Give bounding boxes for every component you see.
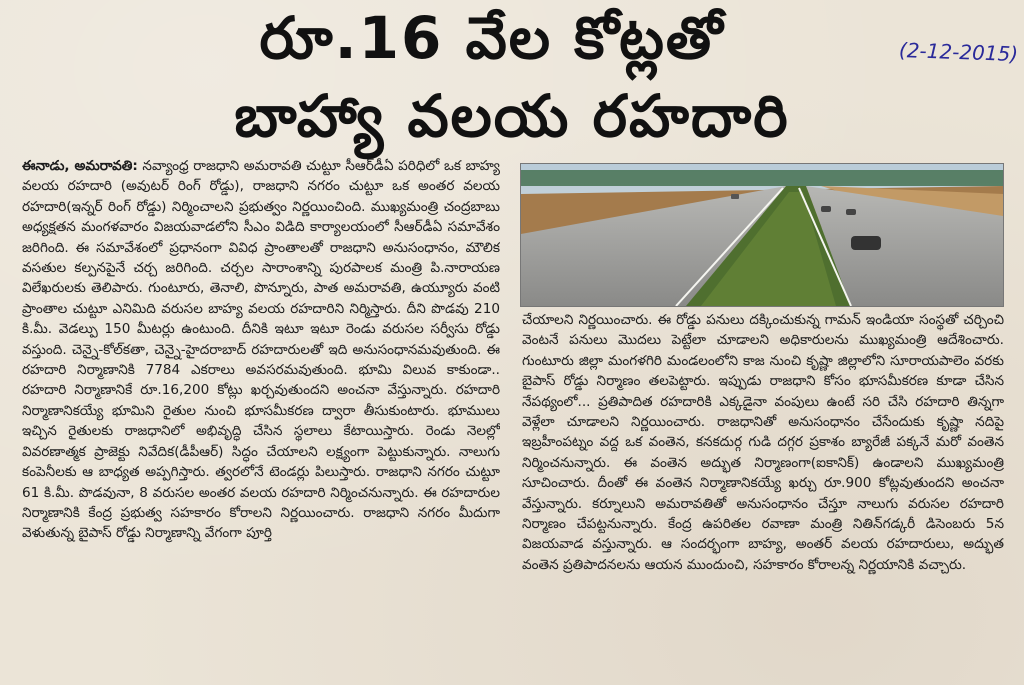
article-body-right: చేయాలని నిర్ణయించారు. ఈ రోడ్డు పనులు దక్కించుకున్న గామన్ ఇండియా సంస్థతో చర్చించి వెంటనే పనులు మొదలు పెట్టేలా చూడాలని అధికారులను ముఖ్యమంత్రి ఆదేశించారు. గుంటూరు జిల్లా మంగళగిరి మండలంలోని కాజ నుంచి కృష్ణా జిల్లాలోని సూరాయపాలెం వరకు బైపాస్ రోడ్డు నిర్మాణం తలపెట్టారు. ఇప్పుడు రాజధాని కోసం భూసమీకరణ కూడా చేసిన నేపథ్యంలో... ప్రతిపాదిత రహదారికి ఎక్కడైనా వంపులు ఉంటే సరి చేసి రహదారి తిన్నగా వెళ్లేలా చూడాలని నిర్ణయించారు. రాజధానితో అనుసంధానం చేసేందుకు కృష్ణా నదిపై ఇబ్రహీంపట్నం వద్ద ఒక వంతెన, కనకదుర్గ గుడి దగ్గర ప్రకాశం బ్యారేజీ పక్కనే మరో వంతెన నిర్మించనున్నారు. ఈ వంతెన అద్భుత నిర్మాణంగా(ఐకానిక్) ఉండాలని ముఖ్యమంత్రి సూచించారు. దీంతో ఈ వంతెన నిర్మాణానికయ్యే ఖర్చు రూ.900 కోట్లవుతుందని అంచనా వేస్తున్నారు. కర్నూలుని అమరావతితో అనుసంధానం చేస్తూ నాలుగు వరుసల రహదారి నిర్మాణం చేపట్టనున్నారు. కేంద్ర ఉపరితల రవాణా మంత్రి నితిన్‌గడ్కరీ డిసెంబరు 5న విజయవాడ వస్తున్నారు. ఆ సందర్భంగా బాహ్య, అంతర్ వలయ రహదారులు, అద్భుత వంతెన ప్రతిపాదనలను ఆయన ముందుంచి, సహకారం కోరాలన్న నిర్ణయానికి వచ్చారు. bbox=[522, 312, 1004, 573]
article-body-left: నవ్యాంధ్ర రాజధాని అమరావతి చుట్టూ సీఆర్‌డీఏ పరిధిలో ఒక బాహ్య వలయ రహదారి (అవుటర్ రింగ్ రోడ్డు), రాజధాని నగరం చుట్టూ ఒక అంతర వలయ రహదారి(ఇన్నర్ రింగ్ రోడ్డు) నిర్మించాలని ప్రభుత్వం నిర్ణయించింది. ముఖ్యమంత్రి చంద్రబాబు అధ్యక్షతన మంగళవారం విజయవాడలోని సీఎం విడిది కార్యాలయంలో సీఆర్‌డీఏ సమావేశం జరిగింది. ఈ సమావేశంలో ప్రధానంగా వివిధ ప్రాంతాలతో రాజధాని అనుసంధానం, మౌలిక వసతుల కల్పనపైనే చర్చ జరిగింది. చర్చల సారాంశాన్ని పురపాలక మంత్రి పి.నారాయణ విలేఖరులకు తెలిపారు. గుంటూరు, తెనాలి, పొన్నూరు, పాత అమరావతి, ఉయ్యూరు వంటి ప్రాంతాల చుట్టూ ఎనిమిది వరుసల బాహ్య వలయ రహదారిని నిర్మిస్తారు. దీని పొడవు 210 కి.మీ. వెడల్పు 150 మీటర్లు ఉంటుంది. దీనికి ఇటూ ఇటూ రెండు వరుసల సర్వీసు రోడ్డు వస్తుంది. చెన్నై-కోల్‌కతా, చెన్నై-హైదరాబాద్ రహదారులతో ఇది అనుసంధానమవుతుంది. ఈ రహదారి నిర్మాణానికి 7784 ఎకరాలు అవసరమవుతుంది. భూమి విలువ కాకుండా.. రహదారి నిర్మాణానికే రూ.16,200 కోట్లు ఖర్చవుతుందని అంచనా వేస్తున్నారు. రహదారి నిర్మాణానికయ్యే భూమిని రైతుల నుంచి భూసమీకరణ ద్వారా తీసుకుంటారు. భూములు ఇచ్చిన రైతులకు రాజధానిలో అభివృద్ధి చేసిన స్థలాలు కేటాయిస్తారు. రెండు నెలల్లో వివరణాత్మక ప్రాజెక్టు నివేదిక(డీపీఆర్) సిద్ధం చేయాలని లక్ష్యంగా పెట్టుకున్నారు. నాలుగు కంపెనీలకు ఆ బాధ్యత అప్పగిస్తారు. త్వరలోనే టెండర్లు పిలుస్తారు. రాజధాని నగరం చుట్టూ 61 కి.మీ. పొడవునా, 8 వరుసల అంతర వలయ రహదారి నిర్మించనున్నారు. ఈ రహదారుల నిర్మాణానికి కేంద్ర ప్రభుత్వ సహకారం కోరాలని నిర్ణయించారు. రాజధాని నగరం మీదుగా వెళుతున్న బైపాస్ రోడ్డు నిర్మాణాన్ని వేగంగా పూర్తి bbox=[22, 158, 500, 542]
article-column-right bbox=[522, 310, 1004, 680]
article-column-left bbox=[22, 156, 500, 678]
headline-line-1: రూ.16 వేల కోట్లతో bbox=[259, 4, 725, 72]
article-dateline: ఈనాడు, అమరావతి: bbox=[22, 158, 138, 174]
handwritten-date: (2-12-2015) bbox=[898, 37, 1019, 67]
highway-photo bbox=[520, 163, 1004, 307]
headline-line-2: బాహ్యా వలయ రహదారి bbox=[234, 82, 790, 150]
